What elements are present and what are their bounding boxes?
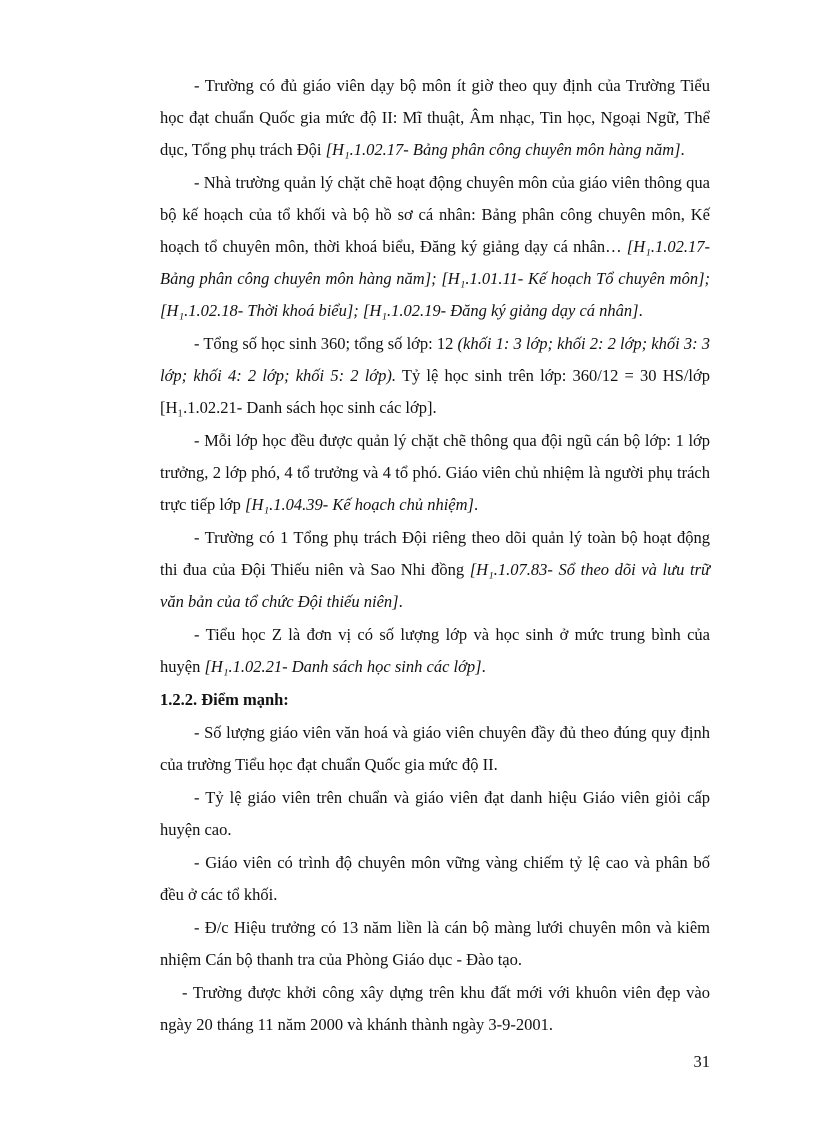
paragraph-text: - Trường có 1 Tổng phụ trách Đội riêng theo dõi quản lý toàn bộ hoạt động thi đua của Đội Thiếu niên và Sao Nhi đồng bbox=[160, 528, 710, 579]
paragraph bbox=[160, 70, 710, 166]
paragraph-text: - Nhà trường quản lý chặt chẽ hoạt động chuyên môn của giáo viên thông qua bộ kế hoạch của tổ khối và bộ hồ sơ cá nhân: Bảng phân công chuyên môn, Kế hoạch tổ chuyên môn, thời khoá biểu, Đăng ký giảng dạy cá nhân… bbox=[160, 173, 710, 256]
evidence-reference: [H₁.1.02.17- Bảng phân công chuyên môn hàng năm]; [H₁.1.01.11- Kế hoạch Tổ chuyên môn]; [H₁.1.02.18- Thời khoá biểu]; [H₁.1.02.19- Đăng ký giảng dạy cá nhân] bbox=[160, 237, 710, 320]
paragraph bbox=[160, 522, 710, 618]
evidence-reference: [H₁.1.07.83- Sổ theo dõi và lưu trữ văn bản của tổ chức Đội thiếu niên] bbox=[160, 560, 710, 611]
paragraph-tail: . bbox=[481, 657, 486, 676]
paragraph bbox=[160, 619, 710, 683]
paragraph-text: - Mỗi lớp học đều được quản lý chặt chẽ thông qua đội ngũ cán bộ lớp: 1 lớp trưởng, 2 lớp phó, 4 tổ trưởng và 4 tổ phó. Giáo viên chủ nhiệm là người phụ trách trực tiếp lớp bbox=[160, 431, 710, 514]
page-content bbox=[160, 70, 710, 1042]
paragraph-tail: . bbox=[473, 495, 479, 514]
paragraph-text: - Trường có đủ giáo viên dạy bộ môn ít giờ theo quy định của Trường Tiểu học đạt chuẩn Quốc gia mức độ II: Mĩ thuật, Âm nhạc, Tin học, Ngoại Ngữ, Thể dục, Tổng phụ trách Đội bbox=[160, 76, 710, 159]
strength-item: - Số lượng giáo viên văn hoá và giáo viên chuyên đầy đủ theo đúng quy định của trường Tiểu học đạt chuẩn Quốc gia mức độ II. bbox=[160, 723, 710, 774]
evidence-reference: [H₁.1.02.17- Bảng phân công chuyên môn hàng năm] bbox=[325, 140, 681, 159]
paragraph bbox=[160, 167, 710, 327]
section-heading: 1.2.2. Điểm mạnh: bbox=[160, 690, 289, 709]
paragraph-tail: . bbox=[638, 301, 643, 320]
strength-item: - Đ/c Hiệu trưởng có 13 năm liền là cán bộ màng lưới chuyên môn và kiêm nhiệm Cán bộ thanh tra của Phòng Giáo dục - Đào tạo. bbox=[160, 918, 710, 969]
paragraph-tail: Tỷ lệ học sinh trên lớp: 360/12 = 30 HS/lớp [H₁.1.02.21- Danh sách học sinh các lớp]. bbox=[160, 366, 710, 417]
paragraph-tail: . bbox=[398, 592, 403, 611]
paragraph-text: - Tổng số học sinh 360; tổng số lớp: 12 bbox=[194, 334, 458, 353]
strength-item: - Tỷ lệ giáo viên trên chuẩn và giáo viên đạt danh hiệu Giáo viên giỏi cấp huyện cao. bbox=[160, 788, 710, 839]
paragraph bbox=[160, 425, 710, 521]
paragraph-text: - Tiểu học Z là đơn vị có số lượng lớp và học sinh ở mức trung bình của huyện bbox=[160, 625, 710, 676]
strength-item: - Trường được khởi công xây dựng trên khu đất mới với khuôn viên đẹp vào ngày 20 tháng 11 năm 2000 và khánh thành ngày 3-9-2001. bbox=[160, 983, 710, 1034]
paragraph bbox=[160, 328, 710, 424]
page-number: 31 bbox=[693, 1052, 710, 1071]
evidence-reference: [H₁.1.02.21- Danh sách học sinh các lớp] bbox=[204, 657, 482, 676]
evidence-reference: [H₁.1.04.39- Kế hoạch chủ nhiệm] bbox=[245, 495, 474, 514]
paragraph-tail: . bbox=[680, 140, 685, 159]
evidence-reference: (khối 1: 3 lớp; khối 2: 2 lớp; khối 3: 3 lớp; khối 4: 2 lớp; khối 5: 2 lớp). bbox=[160, 334, 710, 385]
strength-item: - Giáo viên có trình độ chuyên môn vững vàng chiếm tỷ lệ cao và phân bố đều ở các tổ khối. bbox=[160, 853, 710, 904]
